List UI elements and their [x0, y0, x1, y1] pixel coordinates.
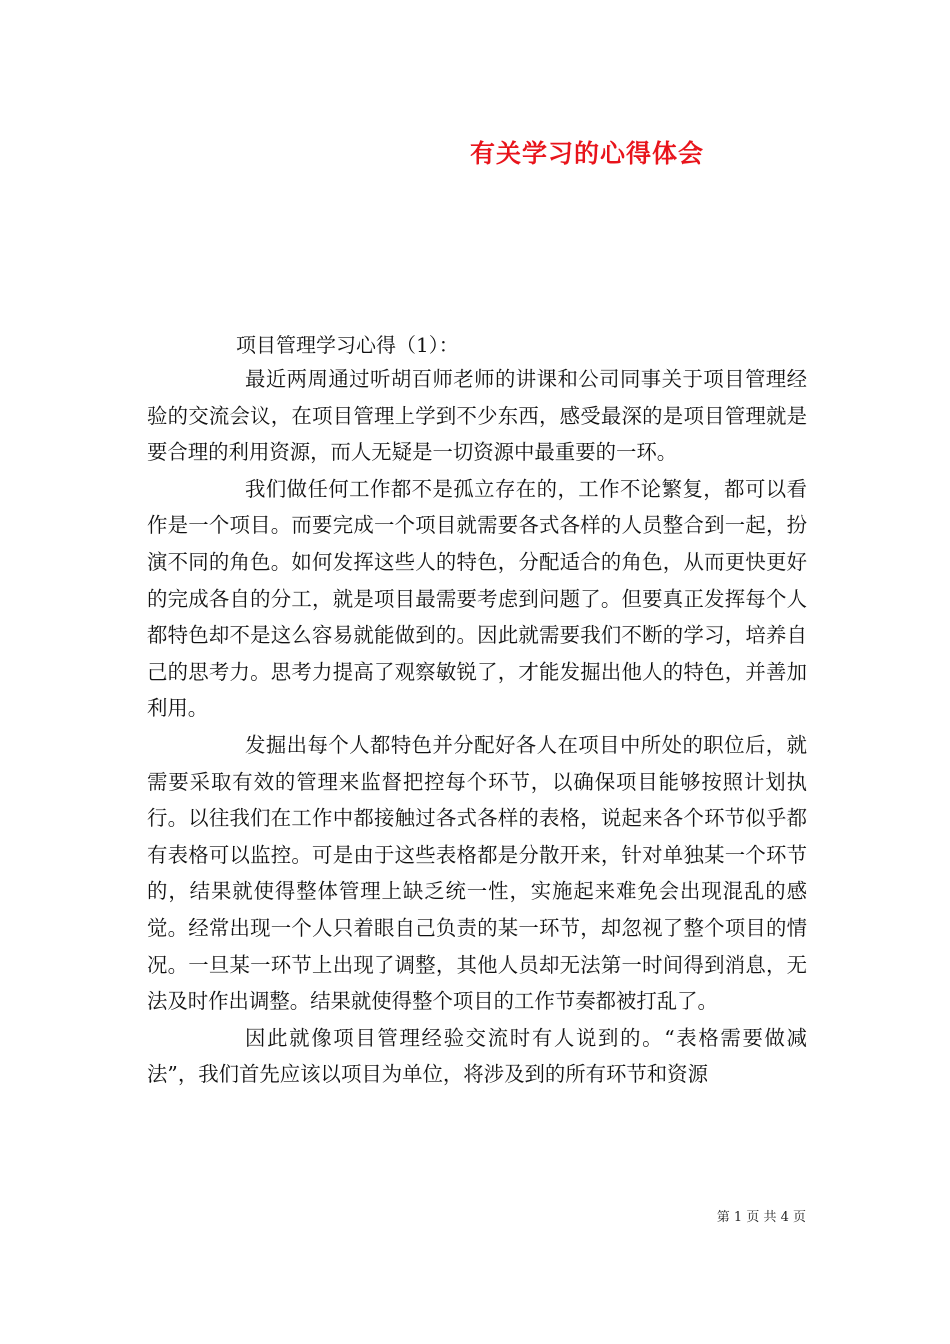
section-heading: 项目管理学习心得（1）：	[236, 333, 459, 357]
paragraph-4: 因此就像项目管理经验交流时有人说到的。“表格需要做减法”，我们首先应该以项目为单位，将涉及到的所有环节和资源	[147, 1025, 807, 1087]
paragraph-2: 我们做任何工作都不是孤立存在的，工作不论繁复，都可以看作是一个项目。而要完成一个项目就需要各式各样的人员整合到一起，扮演不同的角色。如何发挥这些人的特色，分配适合的角色，从而更快更好的完成各自的分工，就是项目最需要考虑到问题了。但要真正发挥每个人都特色却不是这么容易就能做到的。因此就需要我们不断的学习，培养自己的思考力。思考力提高了观察敏锐了，才能发掘出他人的特色，并善加利用。	[147, 476, 807, 721]
page-number-footer: 第 1 页 共 4 页	[716, 1210, 806, 1225]
document-body	[147, 361, 807, 1093]
paragraph-3: 发掘出每个人都特色并分配好各人在项目中所处的职位后，就需要采取有效的管理来监督把控每个环节，以确保项目能够按照计划执行。以往我们在工作中都接触过各式各样的表格，说起来各个环节似乎都有表格可以监控。可是由于这些表格都是分散开来，针对单独某一个环节的，结果就使得整体管理上缺乏统一性，实施起来难免会出现混乱的感觉。经常出现一个人只着眼自己负责的某一环节，却忽视了整个项目的情况。一旦某一环节上出现了调整，其他人员却无法第一时间得到消息，无法及时作出调整。结果就使得整个项目的工作节奏都被打乱了。	[147, 732, 807, 1014]
paragraph-1: 最近两周通过听胡百师老师的讲课和公司同事关于项目管理经验的交流会议，在项目管理上学到不少东西，感受最深的是项目管理就是要合理的利用资源，而人无疑是一切资源中最重要的一环。	[147, 367, 807, 465]
document-title: 有关学习的心得体会	[470, 139, 705, 168]
